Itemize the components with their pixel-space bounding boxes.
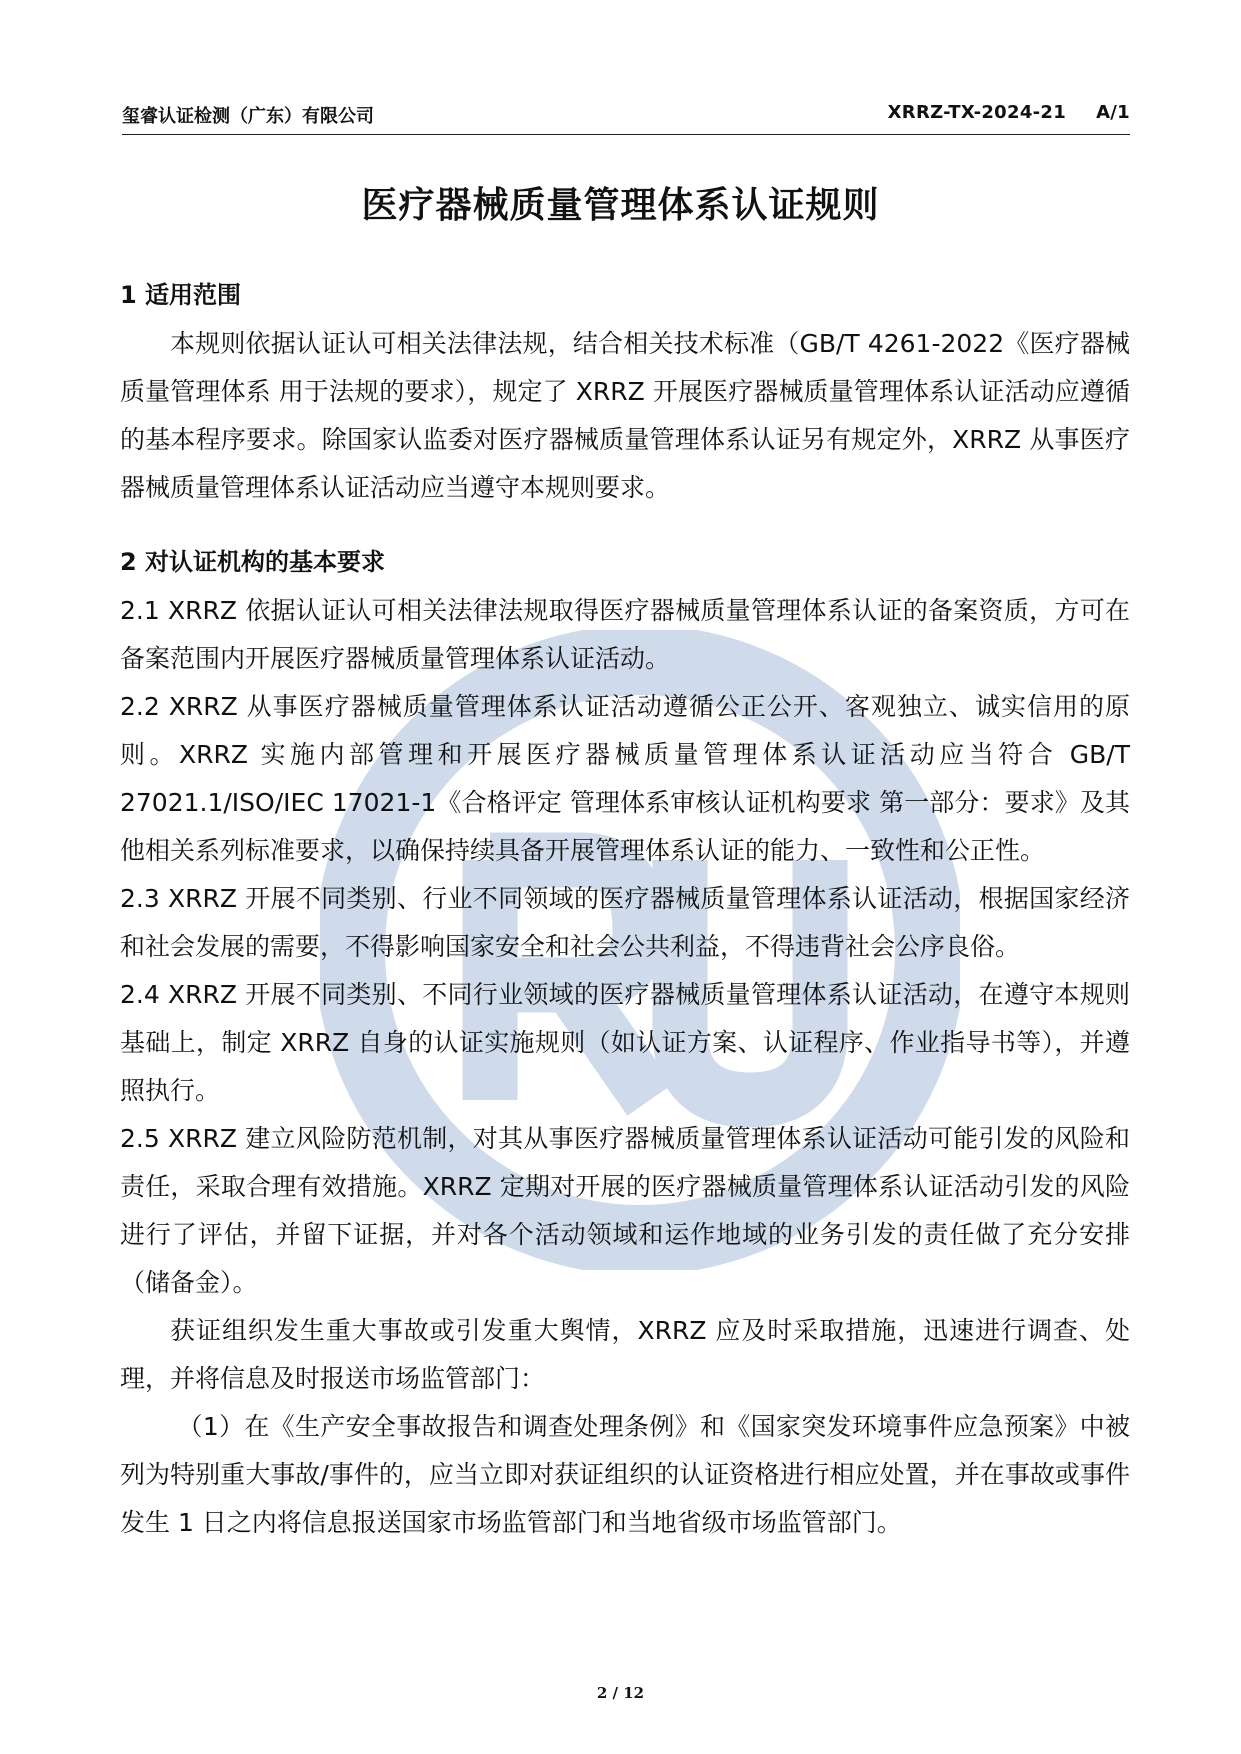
section-1-heading: 1 适用范围 bbox=[120, 281, 242, 309]
clause-2-2: 2.2 XRRZ 从事医疗器械质量管理体系认证活动遵循公正公开、客观独立、诚实信用的原则。XRRZ 实施内部管理和开展医疗器械质量管理体系认证活动应当符合 GB/T 27021.1/ISO/IEC 17021-1《合格评定 管理体系审核认证机构要求 第一部分：要求》及其他相关系列标准要求，以确保持续具备开展管理体系认证的能力、一致性和公正性。 bbox=[120, 692, 1130, 865]
clause-2-5: 2.5 XRRZ 建立风险防范机制，对其从事医疗器械质量管理体系认证活动可能引发的风险和责任，采取合理有效措施。XRRZ 定期对开展的医疗器械质量管理体系认证活动引发的风险进行了评估，并留下证据，并对各个活动领域和运作地域的业务引发的责任做了充分安排（储备金）。 bbox=[120, 1124, 1130, 1297]
section-2-heading: 2 对认证机构的基本要求 bbox=[120, 548, 386, 576]
company-name: 玺睿认证检测（广东）有限公司 bbox=[122, 106, 374, 127]
clause-2-5-followup: 获证组织发生重大事故或引发重大舆情，XRRZ 应及时采取措施，迅速进行调查、处理，并将信息及时报送市场监管部门： bbox=[120, 1316, 1130, 1393]
doc-code-group bbox=[888, 102, 1130, 123]
clause-2-4: 2.4 XRRZ 开展不同类别、不同行业领域的医疗器械质量管理体系认证活动，在遵守本规则基础上，制定 XRRZ 自身的认证实施规则（如认证方案、认证程序、作业指导书等），并遵照执行。 bbox=[120, 980, 1130, 1105]
section-1-paragraph: 本规则依据认证认可相关法律法规，结合相关技术标准（GB/T 4261-2022《医疗器械质量管理体系 用于法规的要求），规定了 XRRZ 开展医疗器械质量管理体系认证活动应遵循的基本程序要求。除国家认监委对医疗器械质量管理体系认证另有规定外，XRRZ 从事医疗器械质量管理体系认证活动应当遵守本规则要求。 bbox=[120, 329, 1130, 502]
document-body bbox=[120, 270, 1130, 1547]
page-number: 2 / 12 bbox=[596, 1684, 645, 1702]
document-code: XRRZ-TX-2024-21 bbox=[887, 102, 1067, 123]
clause-2-1: 2.1 XRRZ 依据认证认可相关法律法规取得医疗器械质量管理体系认证的备案资质，方可在备案范围内开展医疗器械质量管理体系认证活动。 bbox=[120, 596, 1130, 673]
document-title: 医疗器械质量管理体系认证规则 bbox=[361, 185, 880, 226]
page-header bbox=[122, 100, 1130, 135]
clause-2-3: 2.3 XRRZ 开展不同类别、行业不同领域的医疗器械质量管理体系认证活动，根据国家经济和社会发展的需要，不得影响国家安全和社会公共利益，不得违背社会公序良俗。 bbox=[120, 884, 1130, 961]
clause-2-5-item-1: （1）在《生产安全事故报告和调查处理条例》和《国家突发环境事件应急预案》中被列为特别重大事故/事件的，应当立即对获证组织的认证资格进行相应处置，并在事故或事件发生 1 日之内将信息报送国家市场监管部门和当地省级市场监管部门。 bbox=[120, 1412, 1130, 1537]
document-version: A/1 bbox=[1096, 102, 1130, 123]
